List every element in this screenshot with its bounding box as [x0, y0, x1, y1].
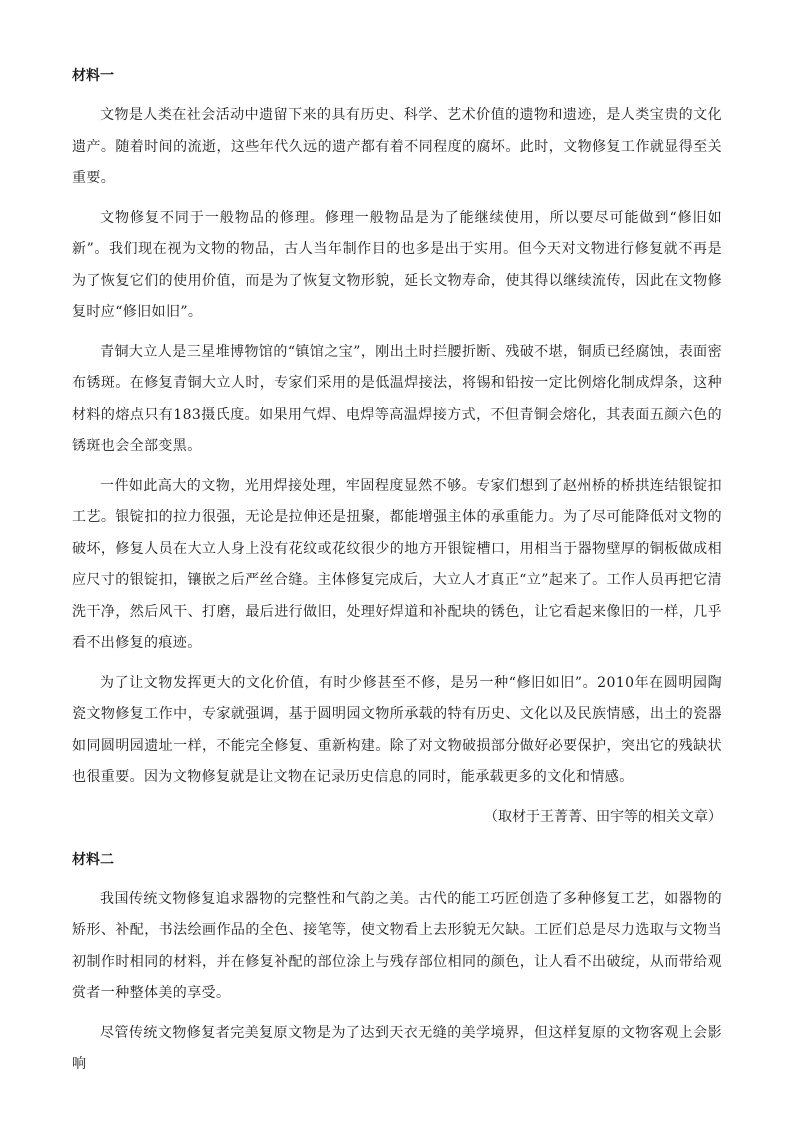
material-two-heading: 材料二: [72, 851, 114, 868]
material-one-paragraph-5: 为了让文物发挥更大的文化价值，有时少修甚至不修，是另一种“修旧如旧”。2010年在圆明园陶瓷文物修复工作中，专家就强调，基于圆明园文物所承载的特有历史、文化以及民族情感，出土的瓷器如同圆明园遗址一样，不能完全修复、重新构建。除了对文物破损部分做好必要保护，突出它的残缺状也很重要。因为文物修复就是让文物在记录历史信息的同时，能承载更多的文化和情感。: [72, 674, 722, 785]
material-one-heading: 材料一: [72, 68, 114, 84]
document-page: [72, 62, 722, 1089]
material-two-paragraph-1: 我国传统文物修复追求器物的完整性和气韵之美。古代的能工巧匠创造了多种修复工艺，如器物的矫形、补配，书法绘画作品的全色、接笔等，使文物看上去形貌无欠缺。工匠们总是尽力选取与文物当初制作时相同的材料，并在修复补配的部位涂上与残存部位相同的颜色，让人看不出破绽，从而带给观赏者一种整体美的享受。: [72, 890, 722, 1001]
material-one-source-citation: （取材于王菁菁、田宇等的相关文章）: [484, 808, 722, 825]
material-one-paragraph-1: 文物是人类在社会活动中遗留下来的具有历史、科学、艺术价值的遗物和遗迹，是人类宝贵的文化遗产。随着时间的流逝，这些年代久远的遗产都有着不同程度的腐坏。此时，文物修复工作就显得至关重要。: [72, 107, 722, 186]
material-one-paragraph-4: 一件如此高大的文物，光用焊接处理，牢固程度显然不够。专家们想到了赵州桥的桥拱连结银锭扣工艺。银锭扣的拉力很强，无论是拉伸还是扭聚，都能增强主体的承重能力。为了尽可能降低对文物的破坏，修复人员在大立人身上没有花纹或花纹很少的地方开银锭槽口，用相当于器物壁厚的铜板做成相应尺寸的银锭扣，镶嵌之后严丝合缝。主体修复完成后，大立人才真正“立”起来了。工作人员再把它清洗干净，然后风干、打磨，最后进行做旧，处理好焊道和补配块的锈色，让它看起来像旧的一样，几乎看不出修复的痕迹。: [72, 477, 722, 651]
material-one-paragraph-2: 文物修复不同于一般物品的修理。修理一般物品是为了能继续使用，所以要尽可能做到“修旧如新”。我们现在视为文物的物品，古人当年制作目的也多是出于实用。但今天对文物进行修复就不再是为了恢复它们的使用价值，而是为了恢复文物形貌，延长文物寿命，使其得以继续流传，因此在文物修复时应“修旧如旧”。: [72, 209, 722, 320]
material-two-paragraph-2: 尽管传统文物修复者完美复原文物是为了达到天衣无缝的美学境界，但这样复原的文物客观上会影响: [72, 1024, 722, 1072]
material-one-paragraph-3: 青铜大立人是三星堆博物馆的“镇馆之宝”，刚出土时拦腰折断、残破不堪，铜质已经腐蚀，表面密布锈斑。在修复青铜大立人时，专家们采用的是低温焊接法，将锡和铅按一定比例熔化制成焊条，这种材料的熔点只有183摄氏度。如果用气焊、电焊等高温焊接方式，不但青铜会熔化，其表面五颜六色的锈斑也会全部变黑。: [72, 343, 722, 454]
